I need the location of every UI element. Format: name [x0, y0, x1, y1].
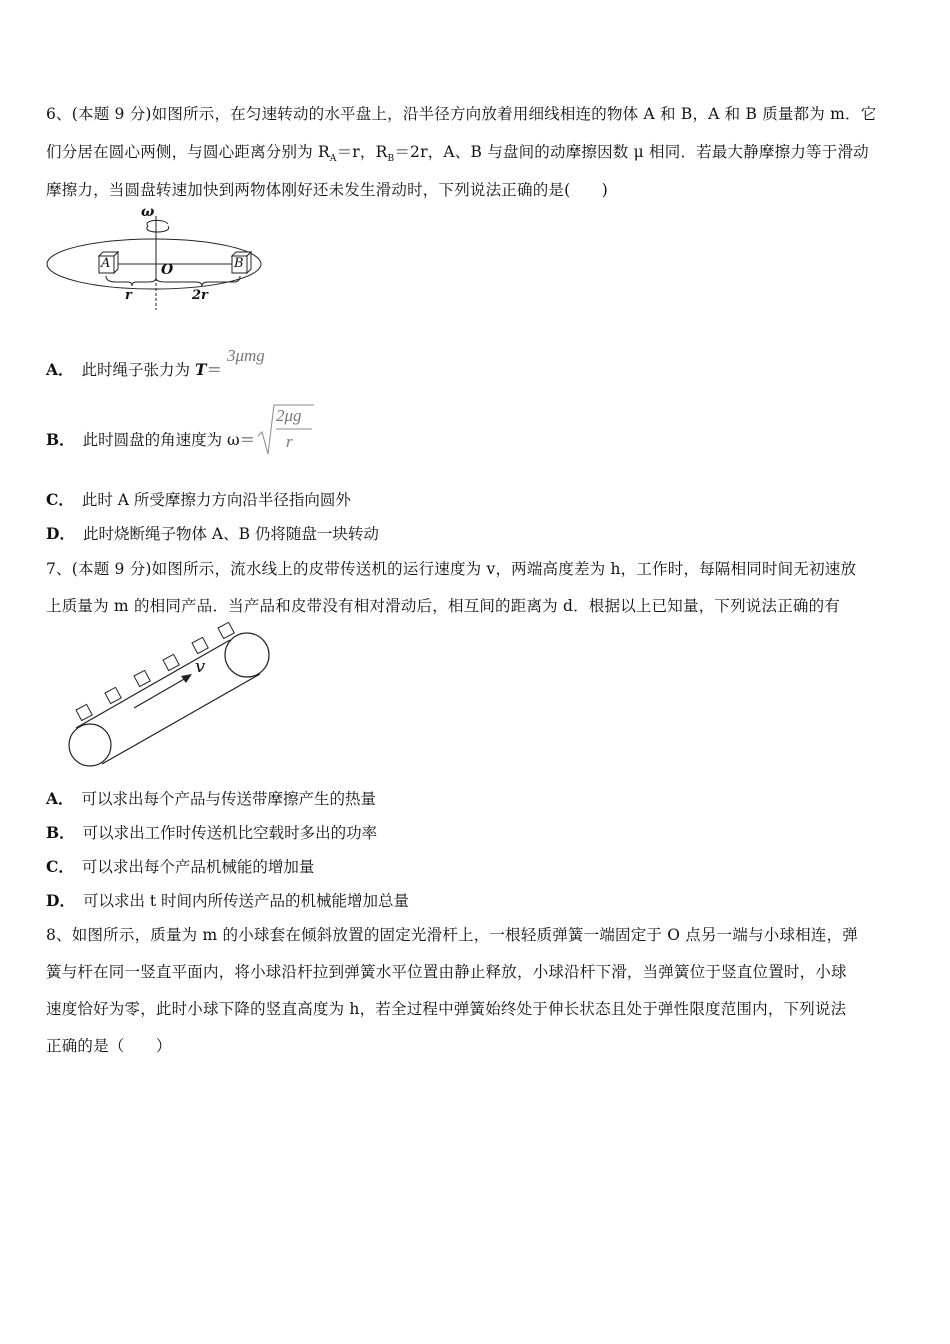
q8-line-4 [46, 1034, 172, 1056]
q6-option-a [46, 346, 265, 380]
option-text: 此时 A 所受摩擦力方向沿半径指向圆外 [81, 491, 351, 509]
option-text: 可以求出每个产品机械能的增加量 [81, 858, 315, 876]
q6-sub-a: A [329, 154, 337, 165]
sqrt-numerator: 2μg [276, 406, 302, 425]
option-label: A． [46, 789, 74, 808]
q7-option-d [46, 889, 409, 911]
block-b-label: B [234, 256, 244, 271]
q6-line-2 [46, 140, 869, 164]
q6-text-2c: ＝2r，A、B 与盘间的动摩擦因数 μ 相同．若最大静摩擦力等于滑动 [394, 143, 869, 161]
q8-text-2: 簧与杆在同一竖直平面内，将小球沿杆拉到弹簧水平位置由静止释放，小球沿杆下滑，当弹簧位于竖直位置时，小球 [46, 963, 847, 981]
block-a-label: A [101, 256, 111, 271]
option-text: 此时烧断绳子物体 A、B 仍将随盘一块转动 [82, 525, 379, 543]
radius-r-label: r [125, 288, 132, 303]
q7-text-1: (本题 9 分)如图所示，流水线上的皮带传送机的运行速度为 v，两端高度差为 h，工作时，每隔相同时间无初速放 [71, 560, 857, 578]
q6-option-c [46, 488, 351, 510]
q6-line-3 [46, 178, 608, 200]
option-label: D． [46, 891, 75, 910]
q7-line-1 [46, 557, 856, 579]
q8-text-3: 速度恰好为零，此时小球下降的竖直高度为 h，若全过程中弹簧始终处于伸长状态且处于弹性限度范围内，下列说法 [46, 1000, 847, 1018]
option-label: A． [46, 360, 74, 379]
q7-number: 7、 [46, 560, 72, 578]
q8-line-2 [46, 960, 847, 982]
q8-line-3 [46, 997, 846, 1019]
conveyor-belt-figure [62, 620, 277, 770]
option-label: B． [46, 430, 75, 449]
q8-text-4: 正确的是（ ） [46, 1037, 172, 1055]
q6-line-1 [46, 102, 876, 124]
option-text: 可以求出 t 时间内所传送产品的机械能增加总量 [82, 892, 410, 910]
option-text: 可以求出每个产品与传送带摩擦产生的热量 [81, 790, 377, 808]
q7-line-2 [46, 594, 840, 616]
center-o-label: O [161, 262, 174, 278]
q7-option-c [46, 855, 314, 877]
q7-text-2: 上质量为 m 的相同产品．当产品和皮带没有相对滑动后，相互间的距离为 d．根据以上已知量，下列说法正确的有 [46, 597, 841, 615]
option-text: 此时绳子张力为 [81, 361, 195, 379]
option-text: 此时圆盘的角速度为 ω＝ [82, 431, 256, 449]
q6-text-1: (本题 9 分)如图所示，在匀速转动的水平盘上，沿半径方向放着用细线相连的物体 A 和 B，A 和 B 质量都为 m．它 [71, 105, 877, 123]
option-text: 可以求出工作时传送机比空载时多出的功率 [82, 824, 378, 842]
rotating-disc-figure [44, 206, 274, 314]
q6-option-d [46, 522, 379, 544]
omega-label: ω [141, 204, 155, 220]
tension-formula: 3μmg [226, 346, 265, 365]
q6-sub-b: B [387, 154, 395, 165]
q8-number: 8、 [46, 926, 72, 944]
option-label: C． [46, 857, 74, 876]
q7-option-a [46, 787, 376, 809]
equals-sign: ＝ [206, 361, 223, 379]
q6-text-2b: ＝r，R [336, 143, 388, 161]
option-label: C． [46, 490, 74, 509]
option-label: B． [46, 823, 75, 842]
radius-2r-label: 2r [192, 288, 208, 303]
q6-text-3: 摩擦力，当圆盘转速加快到两物体刚好还未发生滑动时，下列说法正确的是( ) [46, 181, 608, 199]
q8-line-1 [46, 923, 858, 945]
q6-text-2a: 们分居在圆心两侧，与圆心距离分别为 R [46, 143, 330, 161]
q7-option-b [46, 821, 377, 843]
option-label: D． [46, 524, 75, 543]
velocity-v-label: v [195, 656, 206, 677]
q8-text-1: 如图所示，质量为 m 的小球套在倾斜放置的固定光滑杆上，一根轻质弹簧一端固定于 O 点另一端与小球相连，弹 [71, 926, 858, 944]
q6-option-b [46, 428, 255, 450]
sqrt-denominator: r [286, 432, 293, 451]
sqrt-formula [256, 402, 316, 456]
q6-number: 6、 [46, 105, 72, 123]
tension-var: T [194, 360, 207, 379]
